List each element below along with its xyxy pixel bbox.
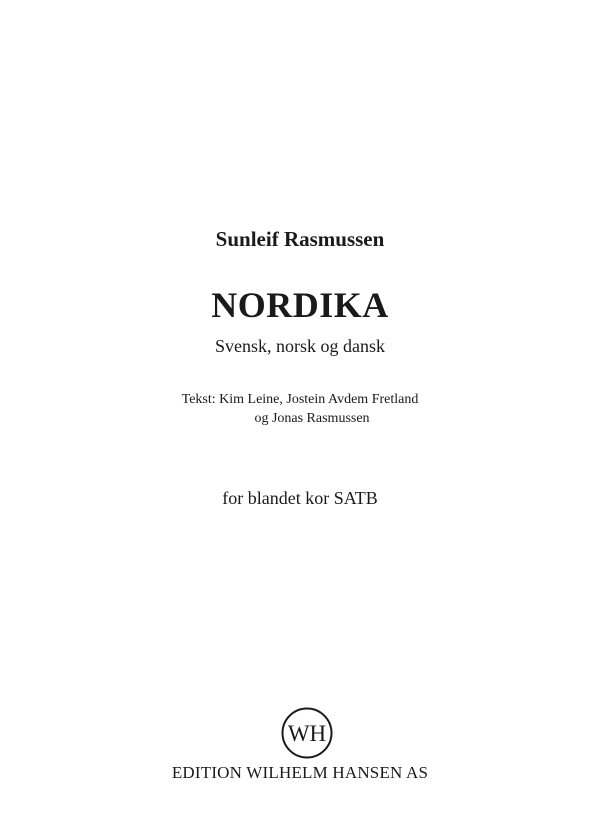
text-credit-line-2: og Jonas Rasmussen: [254, 411, 370, 426]
scoring-description: for blandet kor SATB: [222, 488, 378, 508]
publisher-logo: [281, 707, 333, 759]
work-subtitle: Svensk, norsk og dansk: [215, 336, 385, 356]
logo-monogram: WH: [287, 721, 327, 746]
work-title: NORDIKA: [211, 285, 389, 325]
text-credit-line-1: Tekst: Kim Leine, Jostein Avdem Fretland: [181, 392, 419, 407]
composer-name: Sunleif Rasmussen: [215, 227, 385, 251]
publisher-name: EDITION WILHELM HANSEN AS: [171, 763, 429, 782]
